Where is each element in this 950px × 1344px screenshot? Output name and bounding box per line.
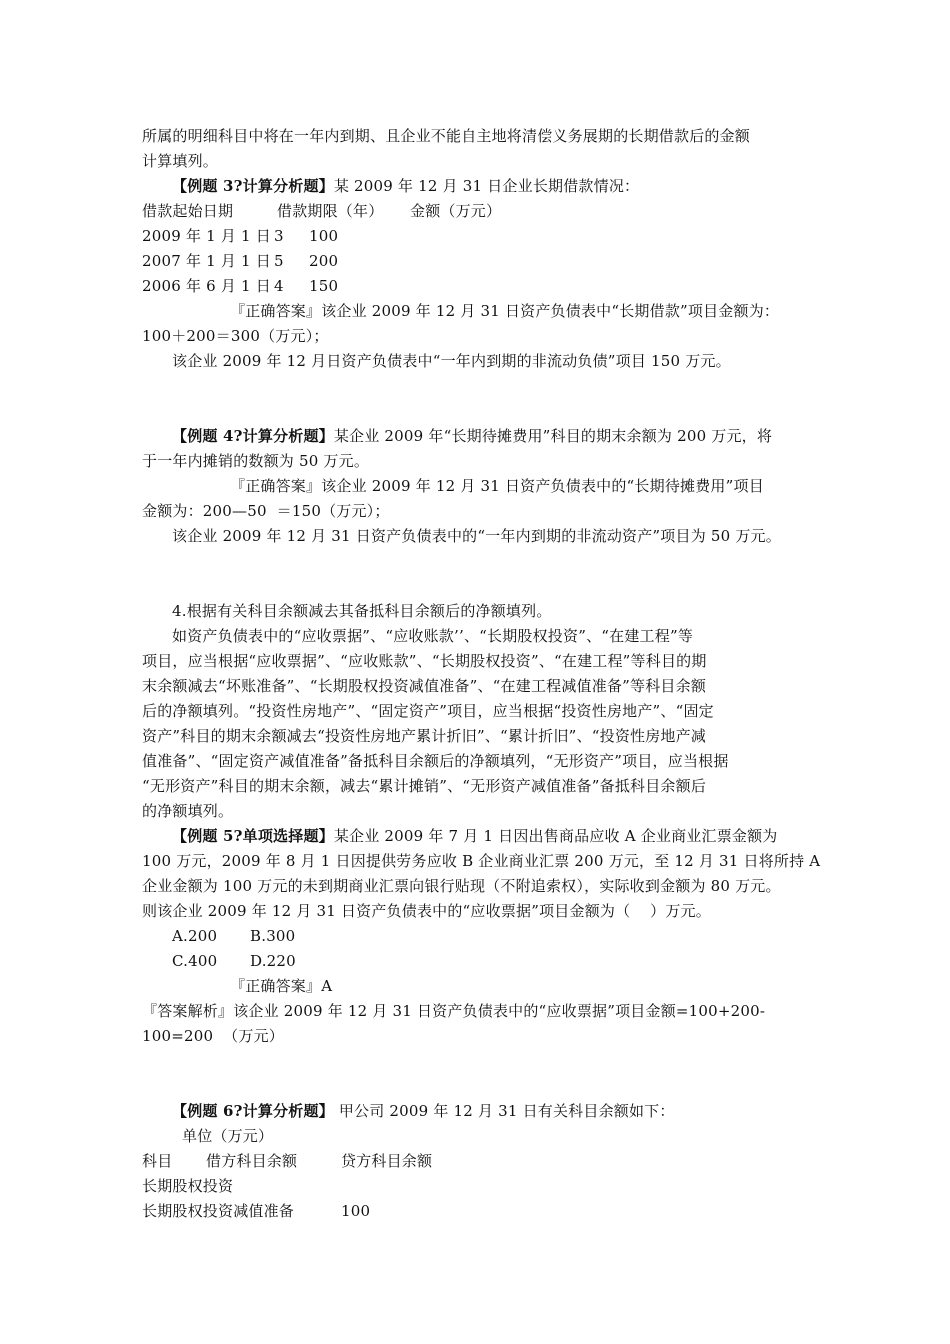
cell-account: 长期股权投资减值准备 [142, 1202, 295, 1220]
cell-amount: 150 [309, 277, 339, 295]
loan-table-row [142, 249, 338, 273]
paragraph-line: 如资产负债表中的“应收票据”、“应收账款’’、“长期股权投资”、“在建工程”等 [172, 627, 694, 645]
example-3-answer: 『正确答案』该企业 2009 年 12 月 31 日资产负债表中“长期借款”项目金额为： [230, 302, 780, 320]
balance-table-header [142, 1149, 432, 1173]
paragraph-line: 项目，应当根据“应收票据”、“应收账款”、“长期股权投资”、“在建工程”等科目的期 [142, 652, 707, 670]
example-5-title: 【例题 5?单项选择题】 [172, 827, 334, 845]
paragraph-line: 企业金额为 100 万元的未到期商业汇票向银行贴现（不附追索权），实际收到金额为 80 万元。 [142, 877, 781, 895]
example-5-analysis-cont: 100=200 （万元） [142, 1027, 284, 1045]
options-row [172, 949, 296, 973]
cell-term: 3 [274, 227, 284, 245]
example-3-answer-note: 该企业 2009 年 12 月日资产负债表中“一年内到期的非流动负债”项目 150 万元。 [172, 352, 731, 370]
cell-date: 2009 年 1 月 1 日 [142, 227, 271, 245]
section-4-heading: 4.根据有关科目余额减去其备抵科目余额后的净额填列。 [172, 602, 552, 620]
header-account: 科目 [142, 1152, 173, 1170]
example-6-title: 【例题 6?计算分析题】 [172, 1102, 334, 1120]
cell-term: 4 [274, 277, 284, 295]
paragraph-line: 于一年内摊销的数额为 50 万元。 [142, 452, 370, 470]
loan-table-row [142, 224, 338, 248]
balance-table-row [142, 1199, 370, 1223]
paragraph-line: 的净额填列。 [142, 802, 234, 820]
cell-date: 2007 年 1 月 1 日 [142, 252, 271, 270]
cell-amount: 200 [309, 252, 339, 270]
header-credit: 贷方科目余额 [341, 1152, 433, 1170]
example-3-title: 【例题 3?计算分析题】 [172, 177, 334, 195]
example-3-title-line [172, 174, 639, 198]
cell-term: 5 [274, 252, 284, 270]
paragraph-line: 值准备”、“固定资产减值准备”备抵科目余额后的净额填列，“无形资产”项目，应当根据 [142, 752, 729, 770]
paragraph-line: 后的净额填列。“投资性房地产”、“固定资产”项目，应当根据“投资性房地产”、“固定 [142, 702, 714, 720]
example-6-title-line [172, 1099, 675, 1123]
header-start-date: 借款起始日期 [142, 202, 234, 220]
option-a: A.200 [172, 927, 218, 945]
example-4-title-line [172, 424, 772, 448]
cell-amount: 100 [309, 227, 339, 245]
example-5-text: 某企业 2009 年 7 月 1 日因出售商品应收 A 企业商业汇票金额为 [333, 827, 778, 845]
options-row [172, 924, 295, 948]
example-4-answer-calc: 金额为：200—50 ＝150（万元）； [142, 502, 390, 520]
paragraph-line: 末余额减去“坏账准备”、“长期股权投资减值准备”、“在建工程减值准备”等科目余额 [142, 677, 707, 695]
paragraph-line: 计算填列。 [142, 152, 219, 170]
header-amount: 金额（万元） [410, 202, 502, 220]
example-5-analysis: 『答案解析』该企业 2009 年 12 月 31 日资产负债表中的“应收票据”项目金额=100+200- [142, 1002, 766, 1020]
paragraph-line: “无形资产”科目的期末余额，减去“累计摊销”、“无形资产减值准备”备抵科目余额后 [142, 777, 707, 795]
example-5-title-line [172, 824, 778, 848]
loan-table-header [142, 199, 501, 223]
example-6-text: 甲公司 2009 年 12 月 31 日有关科目余额如下： [333, 1102, 675, 1120]
example-4-text: 某企业 2009 年“长期待摊费用”科目的期末余额为 200 万元，将 [333, 427, 773, 445]
example-4-answer: 『正确答案』该企业 2009 年 12 月 31 日资产负债表中的“长期待摊费用”项目 [230, 477, 764, 495]
option-d: D.220 [250, 952, 296, 970]
option-c: C.400 [172, 952, 218, 970]
paragraph-line: 资产”科目的期末余额减去“投资性房地产累计折旧”、“累计折旧”、“投资性房地产减 [142, 727, 707, 745]
paragraph-line: 则该企业 2009 年 12 月 31 日资产负债表中的“应收票据”项目金额为（ ）万元。 [142, 902, 711, 920]
header-debit: 借方科目余额 [206, 1152, 298, 1170]
balance-table-row: 长期股权投资 [142, 1177, 234, 1195]
example-3-answer-calc: 100＋200＝300（万元）； [142, 327, 329, 345]
example-4-title: 【例题 4?计算分析题】 [172, 427, 334, 445]
example-5-answer: 『正确答案』A [230, 977, 333, 995]
paragraph-line: 100 万元，2009 年 8 月 1 日因提供劳务应收 B 企业商业汇票 200 万元，至 12 月 31 日将所持 A [142, 852, 821, 870]
header-term: 借款期限（年） [277, 202, 384, 220]
cell-value: 100 [341, 1202, 371, 1220]
loan-table-row [142, 274, 338, 298]
cell-date: 2006 年 6 月 1 日 [142, 277, 271, 295]
unit-label: 单位（万元） [182, 1127, 274, 1145]
paragraph-line: 所属的明细科目中将在一年内到期、且企业不能自主地将清偿义务展期的长期借款后的金额 [142, 127, 751, 145]
option-b: B.300 [250, 927, 296, 945]
example-4-answer-note: 该企业 2009 年 12 月 31 日资产负债表中的“一年内到期的非流动资产”项目为 50 万元。 [172, 527, 781, 545]
example-3-intro: 某 2009 年 12 月 31 日企业长期借款情况： [333, 177, 640, 195]
